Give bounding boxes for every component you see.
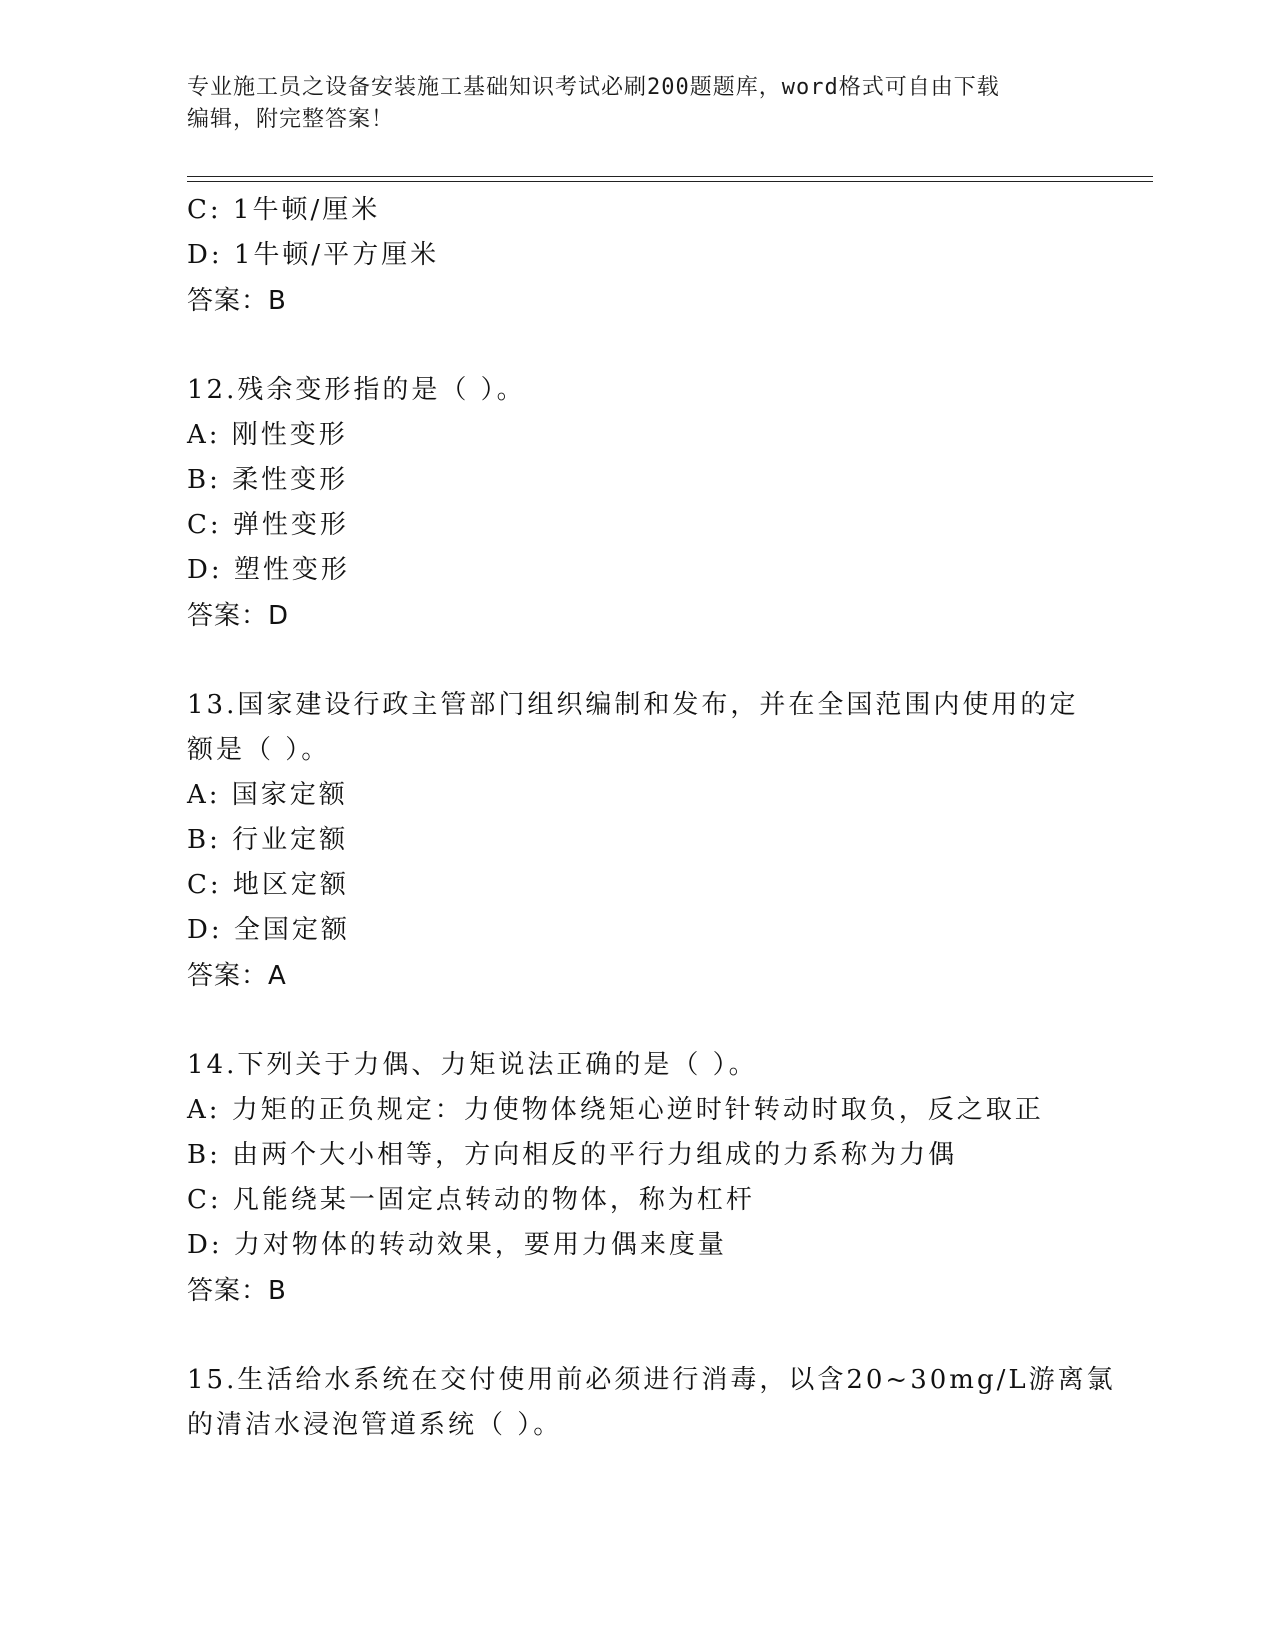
header-divider-bottom <box>187 181 1153 182</box>
question-12 <box>187 368 1087 640</box>
document-header <box>187 72 1067 136</box>
option-c: C: 凡能绕某一固定点转动的物体，称为杠杆 <box>187 1185 755 1215</box>
option-a: A: 国家定额 <box>187 780 348 810</box>
question-stem-line-1: 13.国家建设行政主管部门组织编制和发布，并在全国范围内使用的定 <box>187 690 1079 720</box>
header-line-2: 编辑，附完整答案！ <box>187 107 395 132</box>
question-stem: 12.残余变形指的是（ ）。 <box>187 375 526 405</box>
option-d: D: 全国定额 <box>187 915 350 945</box>
option-c: C: 弹性变形 <box>187 510 349 540</box>
option-b: B: 由两个大小相等，方向相反的平行力组成的力系称为力偶 <box>187 1140 958 1170</box>
question-13 <box>187 683 1087 1000</box>
option-a: A: 刚性变形 <box>187 420 348 450</box>
option-c: C: 地区定额 <box>187 870 349 900</box>
option-a: A: 力矩的正负规定：力使物体绕矩心逆时针转动时取负，反之取正 <box>187 1095 1044 1125</box>
option-d: D: 1牛顿/平方厘米 <box>187 240 440 270</box>
answer-label: 答案：A <box>187 961 287 991</box>
question-stem: 14.下列关于力偶、力矩说法正确的是（ ）。 <box>187 1050 758 1080</box>
header-line-1: 专业施工员之设备安装施工基础知识考试必刷200题题库，word格式可自由下载 <box>187 75 1000 100</box>
answer-label: 答案：D <box>187 601 290 631</box>
question-stem-line-2: 的清洁水浸泡管道系统（ ）。 <box>187 1410 563 1440</box>
header-divider-top <box>187 176 1153 177</box>
question-stem-line-2: 额是（ ）。 <box>187 735 331 765</box>
option-b: B: 行业定额 <box>187 825 349 855</box>
option-b: B: 柔性变形 <box>187 465 349 495</box>
prev-question <box>187 188 1087 325</box>
question-15 <box>187 1358 1116 1448</box>
option-d: D: 塑性变形 <box>187 555 350 585</box>
question-list <box>187 188 1116 1448</box>
option-c: C: 1牛顿/厘米 <box>187 195 381 225</box>
option-d: D: 力对物体的转动效果，要用力偶来度量 <box>187 1230 727 1260</box>
answer-label: 答案：B <box>187 1276 287 1306</box>
answer-label: 答案：B <box>187 286 287 316</box>
question-14 <box>187 1043 1087 1315</box>
question-stem-line-1: 15.生活给水系统在交付使用前必须进行消毒，以含20~30mg/L游离氯 <box>187 1365 1116 1395</box>
